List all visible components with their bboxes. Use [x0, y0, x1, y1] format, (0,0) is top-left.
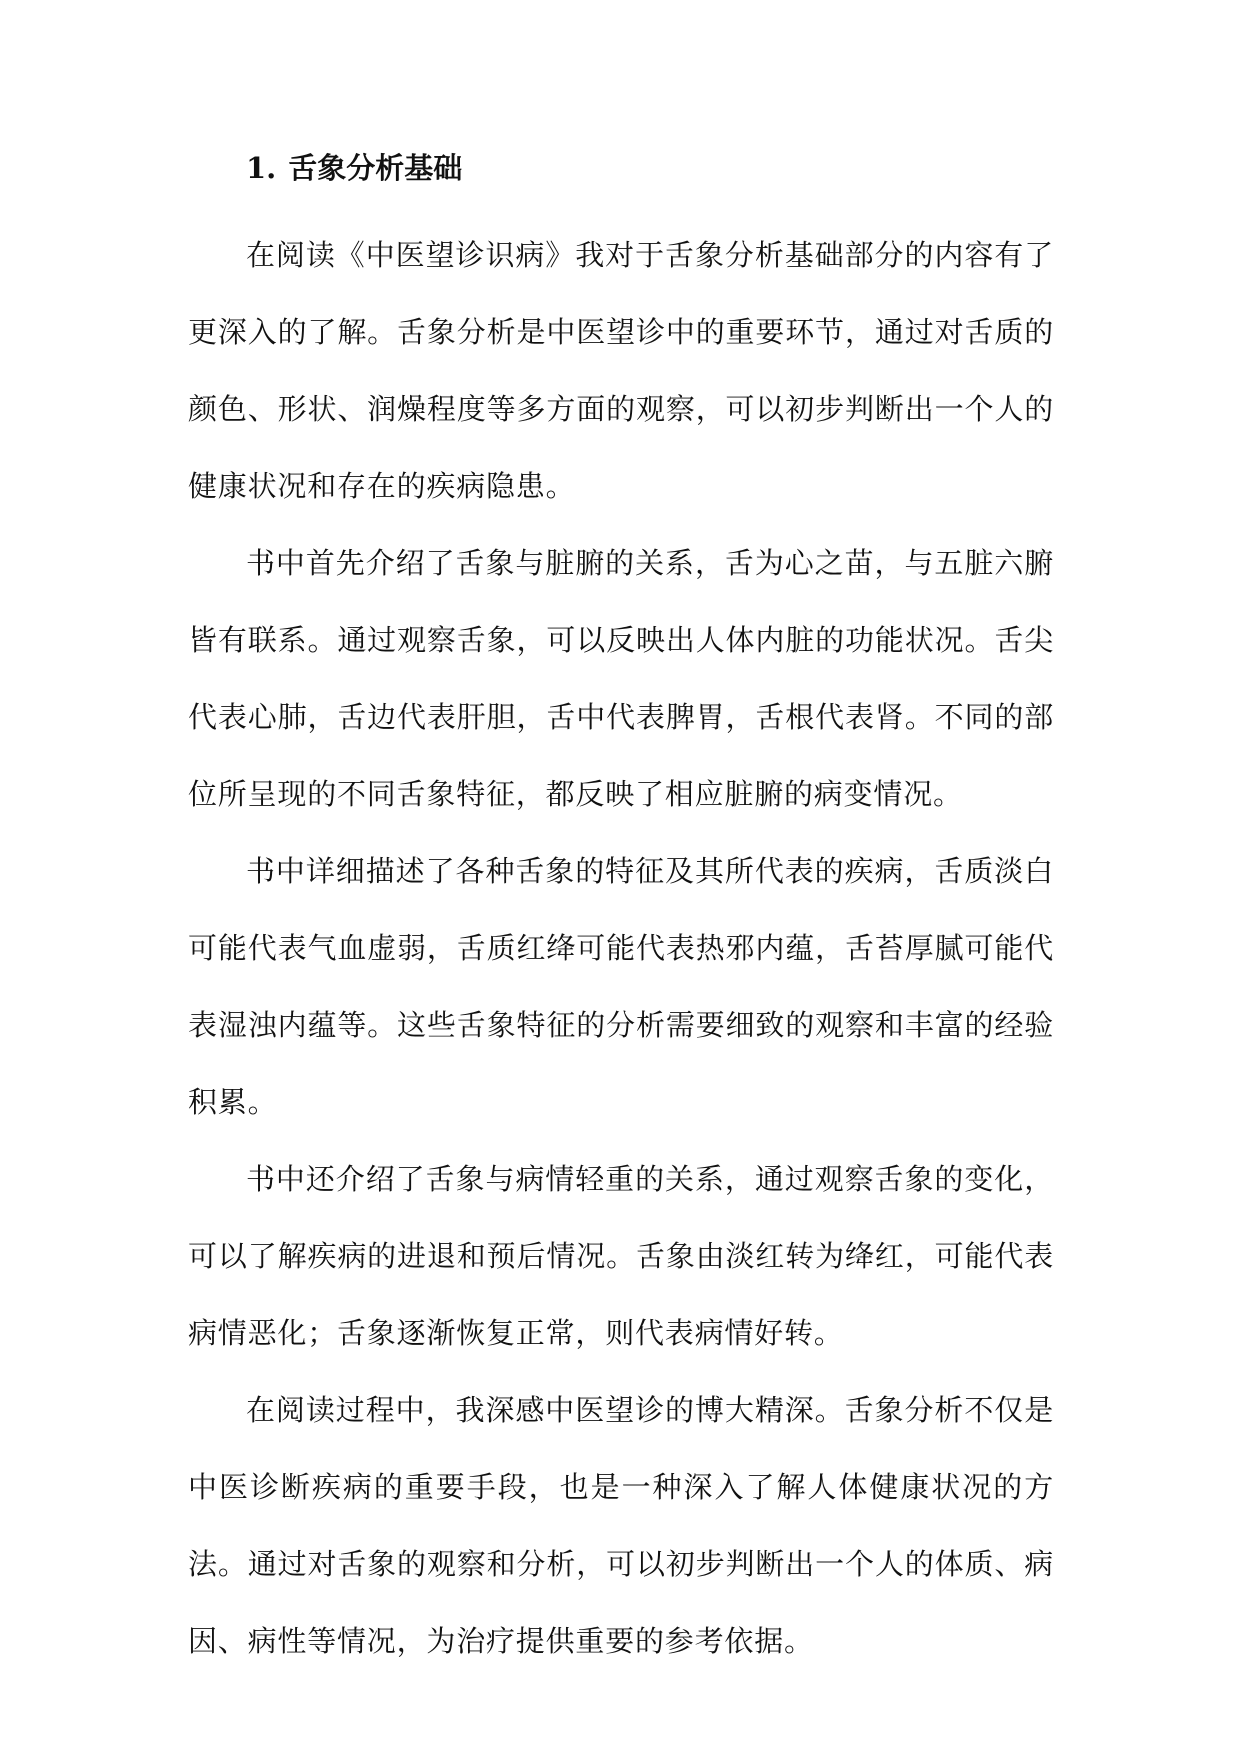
section-title: 舌象分析基础 — [288, 151, 463, 185]
paragraph: 书中详细描述了各种舌象的特征及其所代表的疾病，舌质淡白可能代表气血虚弱，舌质红绛可能代表热邪内蕴，舌苔厚腻可能代表湿浊内蕴等。这些舌象特征的分析需要细致的观察和丰富的经验积累。 — [188, 854, 1054, 1119]
section-heading — [246, 146, 462, 190]
body-text — [188, 217, 1054, 1680]
paragraph: 书中首先介绍了舌象与脏腑的关系，舌为心之苗，与五脏六腑皆有联系。通过观察舌象，可以反映出人体内脏的功能状况。舌尖代表心肺，舌边代表肝胆，舌中代表脾胃，舌根代表肾。不同的部位所呈现的不同舌象特征，都反映了相应脏腑的病变情况。 — [188, 546, 1054, 811]
paragraph: 书中还介绍了舌象与病情轻重的关系，通过观察舌象的变化，可以了解疾病的进退和预后情况。舌象由淡红转为绛红，可能代表病情恶化；舌象逐渐恢复正常，则代表病情好转。 — [188, 1162, 1054, 1350]
paragraph: 在阅读《中医望诊识病》我对于舌象分析基础部分的内容有了更深入的了解。舌象分析是中医望诊中的重要环节，通过对舌质的颜色、形状、润燥程度等多方面的观察，可以初步判断出一个人的健康状况和存在的疾病隐患。 — [188, 238, 1054, 503]
section-number: 1. — [246, 151, 277, 185]
paragraph: 在阅读过程中，我深感中医望诊的博大精深。舌象分析不仅是中医诊断疾病的重要手段，也是一种深入了解人体健康状况的方法。通过对舌象的观察和分析，可以初步判断出一个人的体质、病因、病性等情况，为治疗提供重要的参考依据。 — [188, 1393, 1054, 1658]
